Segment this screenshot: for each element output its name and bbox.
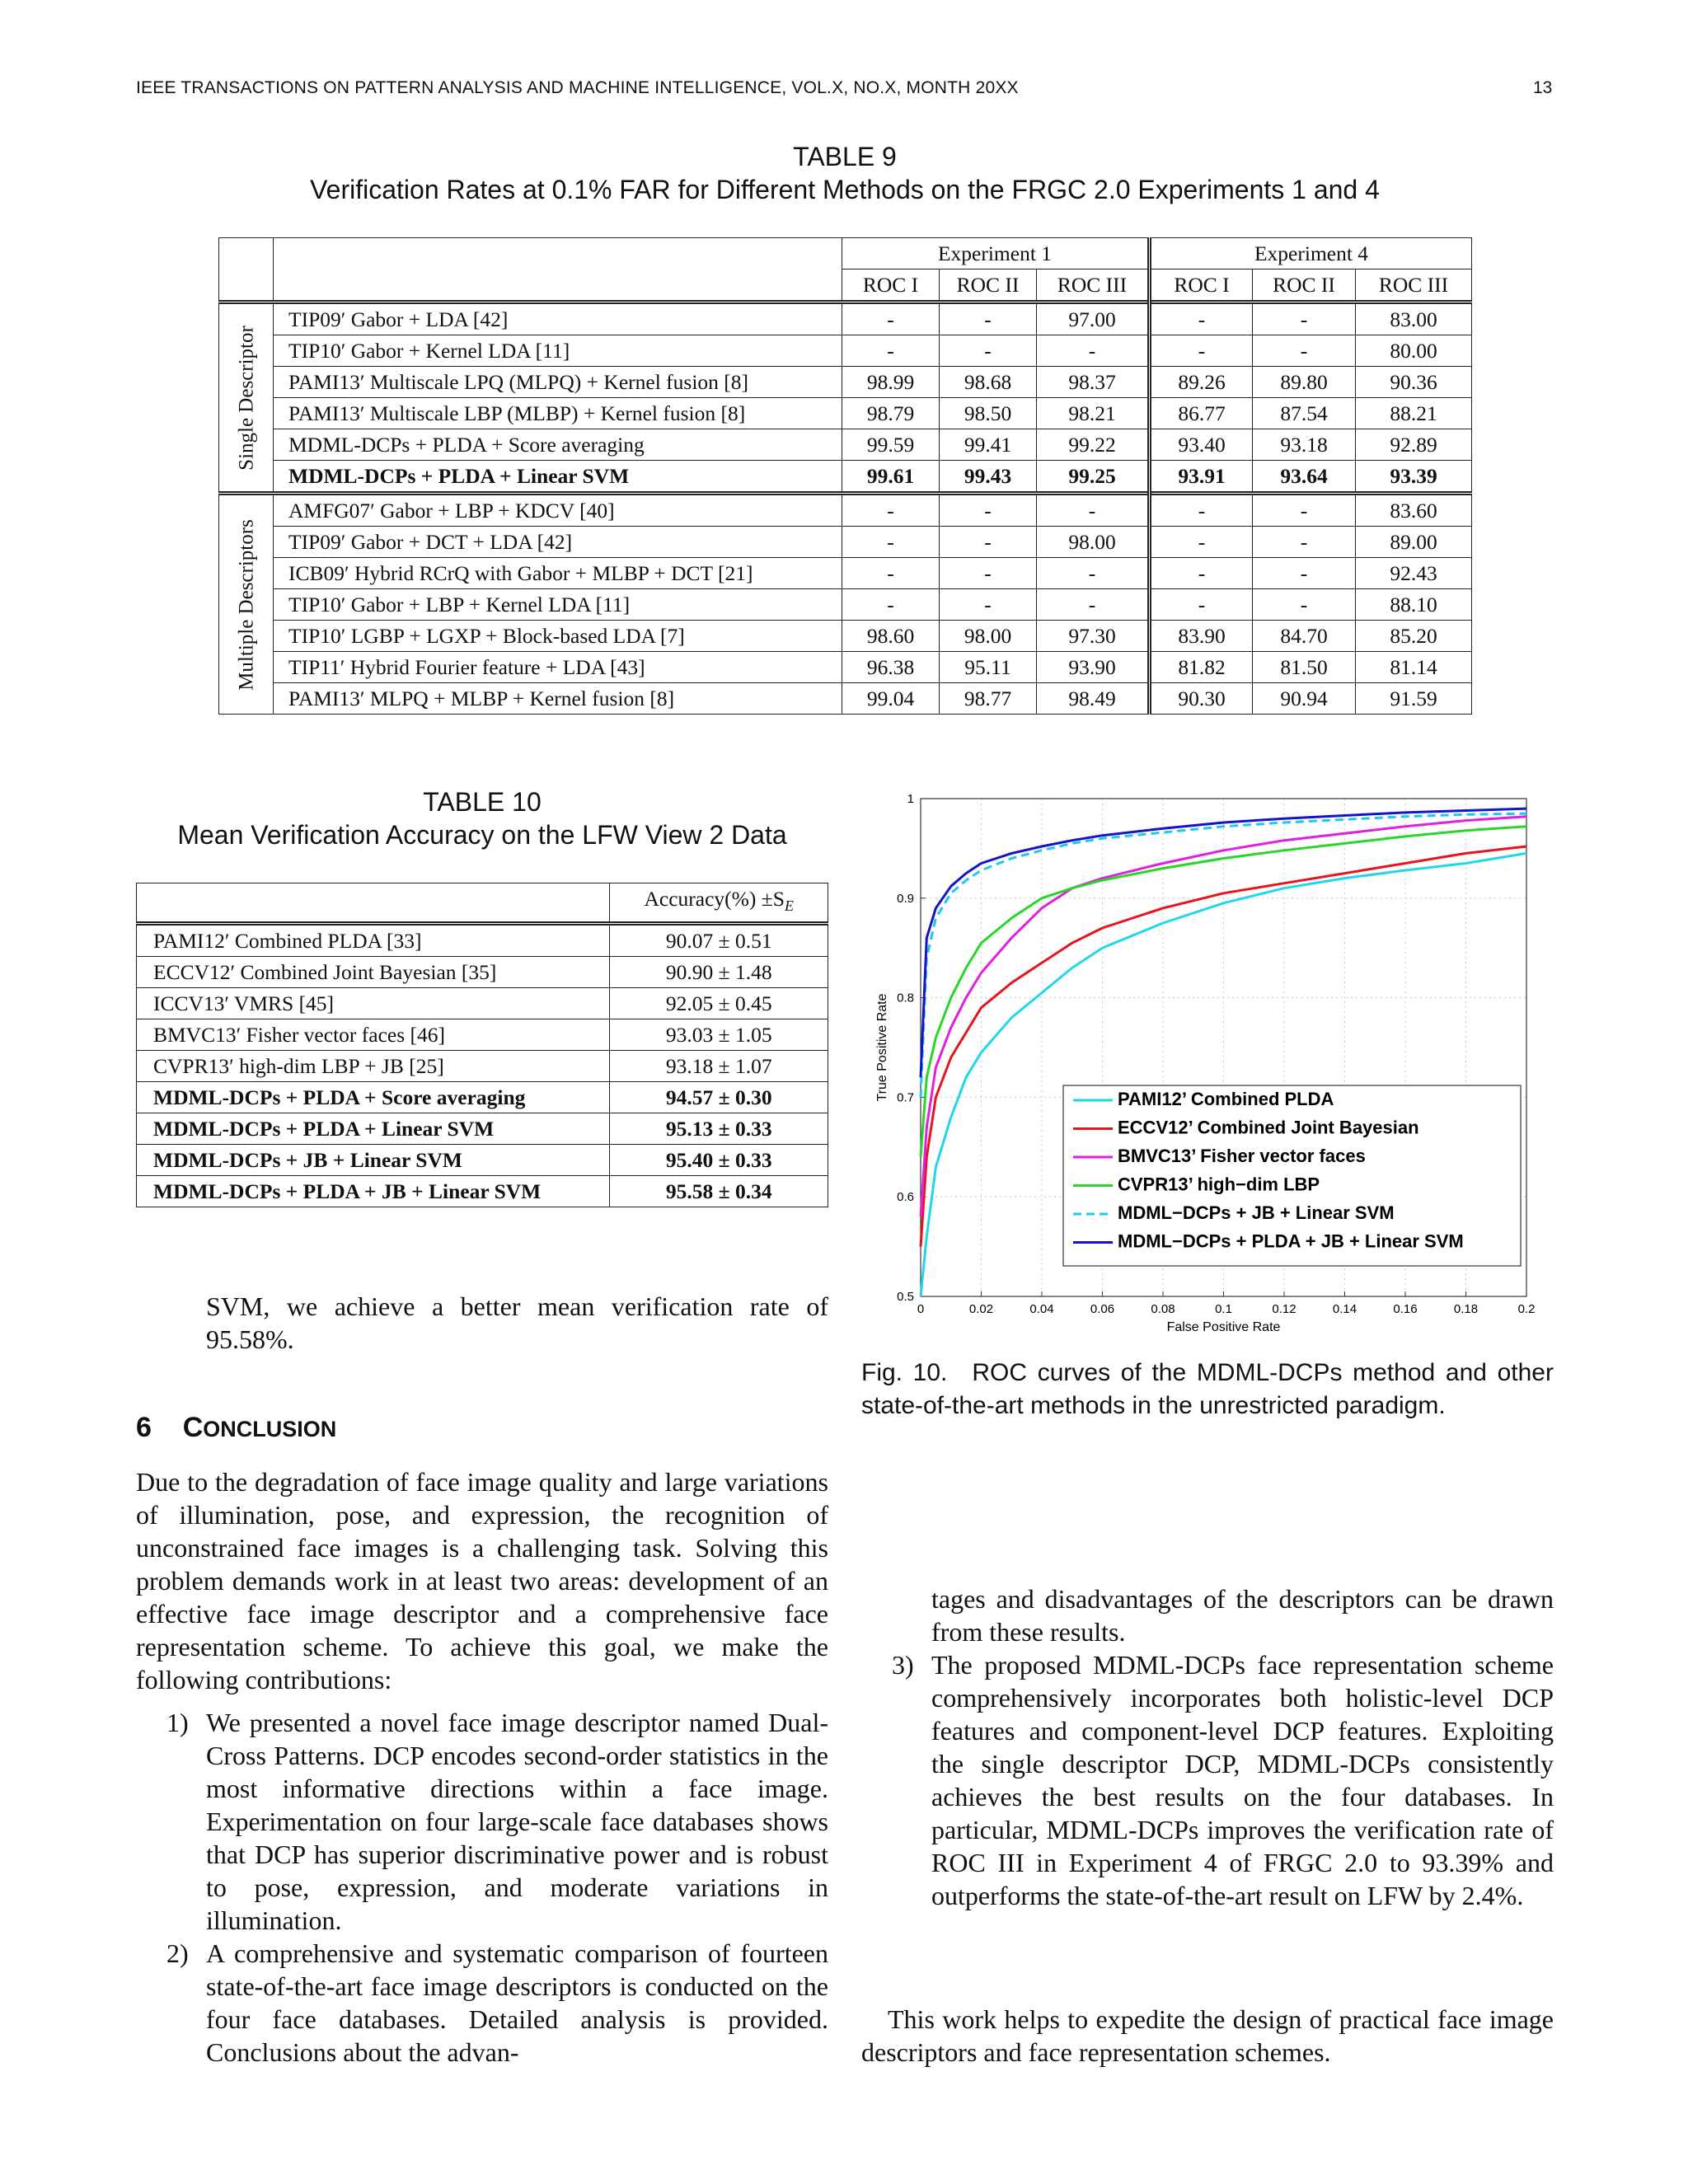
table9-header-row-1 xyxy=(219,238,1472,269)
table9-value-cell: - xyxy=(842,527,940,558)
table10-method-cell: PAMI12′ Combined PLDA [33] xyxy=(137,924,610,957)
chart-ytick-label: 0.6 xyxy=(897,1190,914,1205)
table9-method-cell: PAMI13′ Multiscale LBP (MLBP) + Kernel fusion [8] xyxy=(274,398,842,429)
table9-exp4-header: Experiment 4 xyxy=(1150,238,1472,269)
table9-value-cell: 93.91 xyxy=(1150,461,1253,494)
table10-accuracy-cell: 95.13 ± 0.33 xyxy=(610,1113,828,1145)
table9-row xyxy=(219,494,1472,527)
section-number: 6 xyxy=(136,1412,152,1443)
table9-value-cell: 98.21 xyxy=(1037,398,1150,429)
chart-xtick-label: 0.14 xyxy=(1332,1302,1357,1316)
table9-value-cell: 81.14 xyxy=(1356,652,1472,683)
chart-y-axis-label: True Positive Rate xyxy=(875,993,889,1102)
table9-value-cell: 99.61 xyxy=(842,461,940,494)
table9-value-cell: 97.00 xyxy=(1037,302,1150,335)
table9-value-cell: 81.82 xyxy=(1150,652,1253,683)
table10-accuracy-cell: 92.05 ± 0.45 xyxy=(610,988,828,1019)
table9-title: Verification Rates at 0.1% FAR for Different Methods on the FRGC 2.0 Experiments 1 and 4 xyxy=(310,175,1380,204)
chart-xtick-label: 0.04 xyxy=(1029,1302,1054,1316)
table9-value-cell: - xyxy=(1253,589,1356,621)
table9-value-cell: 80.00 xyxy=(1356,335,1472,367)
table9-value-cell: 99.04 xyxy=(842,683,940,715)
item-number: 1) xyxy=(166,1708,189,1737)
table10-method-cell: ICCV13′ VMRS [45] xyxy=(137,988,610,1019)
table9-value-cell: 98.60 xyxy=(842,621,940,652)
chart-xtick-label: 0 xyxy=(917,1302,925,1316)
chart-legend-entry: BMVC13’ Fisher vector faces xyxy=(1118,1146,1366,1166)
table10-accuracy-header xyxy=(610,883,828,924)
item-text: The proposed MDML-DCPs face representation scheme comprehensively incorporates both holistic-level DCP features and component-level DCP features. Exploiting the single descriptor DCP, MDML-DCPs consistently achieves the best results on the four databases. In particular, MDML-DCPs improves the verification rate of ROC III in Experiment 4 of FRGC 2.0 to 93.39% and outperforms the state-of-the-art result on LFW by 2.4%. xyxy=(931,1650,1554,1910)
section-title-initial: C xyxy=(182,1412,204,1443)
item2-continuation: tages and disadvantages of the descriptors can be drawn from these results. xyxy=(931,1584,1554,1647)
chart-xtick-label: 0.02 xyxy=(968,1302,994,1316)
table9-value-cell: 98.77 xyxy=(940,683,1037,715)
table9-value-cell: - xyxy=(940,494,1037,527)
table9-row xyxy=(219,558,1472,589)
chart-xtick-label: 0.06 xyxy=(1090,1302,1115,1316)
table9-method-cell: PAMI13′ MLPQ + MLBP + Kernel fusion [8] xyxy=(274,683,842,715)
table10-title: Mean Verification Accuracy on the LFW View 2 Data xyxy=(177,820,787,850)
table9-value-cell: - xyxy=(1150,494,1253,527)
table9-value-cell: - xyxy=(1037,494,1150,527)
chart-ytick-label: 0.5 xyxy=(897,1290,914,1304)
table9-corner-b xyxy=(274,238,842,302)
table9-value-cell: - xyxy=(940,558,1037,589)
contribution-item-1 xyxy=(166,1706,828,1937)
table9-value-cell: - xyxy=(1037,589,1150,621)
table9-method-cell: ICB09′ Hybrid RCrQ with Gabor + MLBP + DCT [21] xyxy=(274,558,842,589)
table9-row xyxy=(219,367,1472,398)
table10-method-cell: MDML-DCPs + JB + Linear SVM xyxy=(137,1145,610,1176)
table9-value-cell: - xyxy=(940,302,1037,335)
item-text: A comprehensive and systematic comparison of fourteen state-of-the-art face image descriptors is conducted on the four face databases. Detailed analysis is provided. Conclusions about the advan- xyxy=(206,1938,828,2067)
table9-value-cell: 98.68 xyxy=(940,367,1037,398)
table9-method-cell: TIP09′ Gabor + DCT + LDA [42] xyxy=(274,527,842,558)
chart-series-line xyxy=(921,813,1526,1097)
table10 xyxy=(136,883,828,1207)
figure-caption: Fig. 10. ROC curves of the MDML-DCPs method and other state-of-the-art methods in the unrestricted paradigm. xyxy=(861,1359,1554,1419)
table9-value-cell: 98.00 xyxy=(940,621,1037,652)
table9-value-cell: - xyxy=(1150,302,1253,335)
table9-value-cell: - xyxy=(940,589,1037,621)
contribution-item-3 xyxy=(892,1648,1554,1912)
table9 xyxy=(218,237,1472,715)
chart-legend-entry: MDML−DCPs + PLDA + JB + Linear SVM xyxy=(1118,1230,1464,1252)
table10-corner xyxy=(137,883,610,924)
table10-method-cell: MDML-DCPs + PLDA + Linear SVM xyxy=(137,1113,610,1145)
table9-value-cell: 95.11 xyxy=(940,652,1037,683)
table9-value-cell: 81.50 xyxy=(1253,652,1356,683)
table9-value-cell: 97.30 xyxy=(1037,621,1150,652)
table10-row xyxy=(137,1051,828,1082)
table9-row xyxy=(219,621,1472,652)
table9-value-cell: - xyxy=(842,558,940,589)
table9-value-cell: 93.39 xyxy=(1356,461,1472,494)
contribution-item-2 xyxy=(166,1937,828,2069)
table9-value-cell: - xyxy=(842,335,940,367)
table9-value-cell: 86.77 xyxy=(1150,398,1253,429)
table10-accuracy-cell: 90.07 ± 0.51 xyxy=(610,924,828,957)
table9-exp1-header: Experiment 1 xyxy=(842,238,1150,269)
table9-value-cell: 83.90 xyxy=(1150,621,1253,652)
chart-ytick-label: 0.9 xyxy=(897,891,914,906)
table9-row xyxy=(219,683,1472,715)
running-header: IEEE TRANSACTIONS ON PATTERN ANALYSIS AND MACHINE INTELLIGENCE, VOL.X, NO.X, MONTH 20XX xyxy=(136,78,1019,97)
table9-value-cell: 87.54 xyxy=(1253,398,1356,429)
table10-row xyxy=(137,1145,828,1176)
table9-value-cell: - xyxy=(1150,558,1253,589)
table10-accuracy-header-text: Accuracy(%) ±S xyxy=(644,887,785,911)
table9-value-cell: 89.26 xyxy=(1150,367,1253,398)
table9-value-cell: - xyxy=(1253,494,1356,527)
closing-paragraph: This work helps to expedite the design of practical face image descriptors and face representation schemes. xyxy=(861,2004,1554,2067)
table9-value-cell: 93.90 xyxy=(1037,652,1150,683)
table9-value-cell: 99.59 xyxy=(842,429,940,461)
table10-method-cell: CVPR13′ high-dim LBP + JB [25] xyxy=(137,1051,610,1082)
table9-corner-a xyxy=(219,238,274,302)
table9-method-cell: MDML-DCPs + PLDA + Score averaging xyxy=(274,429,842,461)
table9-method-cell: MDML-DCPs + PLDA + Linear SVM xyxy=(274,461,842,494)
table9-value-cell: - xyxy=(842,302,940,335)
table9-value-cell: 89.80 xyxy=(1253,367,1356,398)
item-number: 2) xyxy=(166,1938,189,1968)
chart-legend-entry: MDML−DCPs + JB + Linear SVM xyxy=(1118,1202,1395,1223)
table9-value-cell: - xyxy=(1037,558,1150,589)
svm-paragraph: SVM, we achieve a better mean verification rate of 95.58%. xyxy=(206,1291,828,1354)
table9-value-cell: 90.30 xyxy=(1150,683,1253,715)
chart-xtick-label: 0.2 xyxy=(1517,1302,1536,1316)
table9-value-cell: 90.94 xyxy=(1253,683,1356,715)
chart-legend-entry: CVPR13’ high−dim LBP xyxy=(1118,1174,1320,1195)
table9-value-cell: 99.43 xyxy=(940,461,1037,494)
table9-row xyxy=(219,398,1472,429)
table9-value-cell: 83.60 xyxy=(1356,494,1472,527)
table9-value-cell: 90.36 xyxy=(1356,367,1472,398)
table9-value-cell: - xyxy=(842,589,940,621)
table9-col-roc: ROC I xyxy=(1150,269,1253,302)
item-number: 3) xyxy=(892,1650,914,1680)
table9-value-cell: 85.20 xyxy=(1356,621,1472,652)
table10-accuracy-cell: 93.18 ± 1.07 xyxy=(610,1051,828,1082)
table9-value-cell: 89.00 xyxy=(1356,527,1472,558)
table9-value-cell: 84.70 xyxy=(1253,621,1356,652)
table9-value-cell: 93.40 xyxy=(1150,429,1253,461)
table9-value-cell: - xyxy=(1253,335,1356,367)
table10-row xyxy=(137,1019,828,1051)
table9-method-cell: TIP10′ LGBP + LGXP + Block-based LDA [7] xyxy=(274,621,842,652)
table9-col-roc: ROC III xyxy=(1037,269,1150,302)
table10-header-row xyxy=(137,883,828,924)
table10-accuracy-cell: 94.57 ± 0.30 xyxy=(610,1082,828,1113)
chart-ytick-label: 1 xyxy=(907,792,914,806)
chart-xtick-label: 0.1 xyxy=(1215,1302,1232,1316)
chart-xtick-label: 0.08 xyxy=(1151,1302,1175,1316)
table9-value-cell: 91.59 xyxy=(1356,683,1472,715)
table9-value-cell: 98.50 xyxy=(940,398,1037,429)
table9-row xyxy=(219,589,1472,621)
table9-group-label-cell xyxy=(219,302,274,494)
table9-method-cell: TIP11′ Hybrid Fourier feature + LDA [43] xyxy=(274,652,842,683)
table9-method-cell: AMFG07′ Gabor + LBP + KDCV [40] xyxy=(274,494,842,527)
table10-method-cell: BMVC13′ Fisher vector faces [46] xyxy=(137,1019,610,1051)
table9-col-roc: ROC III xyxy=(1356,269,1472,302)
table10-label: TABLE 10 xyxy=(423,787,542,817)
table9-value-cell: 98.00 xyxy=(1037,527,1150,558)
chart-legend-entry: PAMI12’ Combined PLDA xyxy=(1118,1089,1334,1109)
table9-value-cell: 92.43 xyxy=(1356,558,1472,589)
table9-value-cell: 88.10 xyxy=(1356,589,1472,621)
table9-value-cell: - xyxy=(1150,527,1253,558)
chart-ytick-label: 0.7 xyxy=(897,1090,914,1105)
table9-value-cell: 98.49 xyxy=(1037,683,1150,715)
table9-value-cell: 98.37 xyxy=(1037,367,1150,398)
table9-row xyxy=(219,461,1472,494)
table9-value-cell: 93.18 xyxy=(1253,429,1356,461)
page-number: 13 xyxy=(1533,78,1553,97)
table9-value-cell: 98.79 xyxy=(842,398,940,429)
table9-value-cell: - xyxy=(842,494,940,527)
table9-row xyxy=(219,429,1472,461)
table10-method-cell: MDML-DCPs + PLDA + Score averaging xyxy=(137,1082,610,1113)
table10-row xyxy=(137,924,828,957)
table9-row xyxy=(219,302,1472,335)
table9-value-cell: - xyxy=(1150,589,1253,621)
chart-x-axis-label: False Positive Rate xyxy=(1166,1320,1281,1334)
table10-accuracy-header-sub: E xyxy=(784,898,794,915)
table9-value-cell: 92.89 xyxy=(1356,429,1472,461)
table9-col-roc: ROC I xyxy=(842,269,940,302)
table10-accuracy-cell: 93.03 ± 1.05 xyxy=(610,1019,828,1051)
table9-value-cell: - xyxy=(1253,527,1356,558)
table9-value-cell: 96.38 xyxy=(842,652,940,683)
chart-legend xyxy=(1063,1085,1521,1266)
roc-chart xyxy=(861,779,1554,1339)
table9-method-cell: TIP09′ Gabor + LDA [42] xyxy=(274,302,842,335)
table9-value-cell: 83.00 xyxy=(1356,302,1472,335)
table9-value-cell: - xyxy=(1037,335,1150,367)
table10-row xyxy=(137,1082,828,1113)
table9-value-cell: 98.99 xyxy=(842,367,940,398)
table9-row xyxy=(219,335,1472,367)
table9-row xyxy=(219,527,1472,558)
table9-value-cell: - xyxy=(1253,558,1356,589)
table9-caption xyxy=(136,140,1554,206)
section-heading xyxy=(136,1412,336,1444)
section-title-rest: ONCLUSION xyxy=(203,1417,337,1441)
table9-col-roc: ROC II xyxy=(1253,269,1356,302)
table9-group-label: Multiple Descriptors xyxy=(235,518,257,691)
table9-value-cell: 99.22 xyxy=(1037,429,1150,461)
table9-value-cell: - xyxy=(1150,335,1253,367)
table9-col-roc: ROC II xyxy=(940,269,1037,302)
table10-method-cell: ECCV12′ Combined Joint Bayesian [35] xyxy=(137,957,610,988)
table9-row xyxy=(219,652,1472,683)
table9-group-label-cell xyxy=(219,494,274,715)
table10-accuracy-cell: 95.58 ± 0.34 xyxy=(610,1176,828,1207)
table9-value-cell: - xyxy=(1253,302,1356,335)
chart-xtick-label: 0.12 xyxy=(1272,1302,1296,1316)
table9-value-cell: - xyxy=(940,527,1037,558)
table10-row xyxy=(137,988,828,1019)
table10-row xyxy=(137,957,828,988)
table10-row xyxy=(137,1176,828,1207)
chart-xtick-label: 0.16 xyxy=(1393,1302,1418,1316)
table10-accuracy-cell: 95.40 ± 0.33 xyxy=(610,1145,828,1176)
table9-value-cell: 99.41 xyxy=(940,429,1037,461)
conclusion-paragraph: Due to the degradation of face image quality and large variations of illumination, pose, and expression, the recognition of unconstrained face images is a challenging task. Solving this problem demands work in at least two areas: development of an effective face image descriptor and a comprehensive face representation scheme. To achieve this goal, we make the following contributions: xyxy=(136,1467,828,1694)
table9-method-cell: TIP10′ Gabor + Kernel LDA [11] xyxy=(274,335,842,367)
table10-method-cell: MDML-DCPs + PLDA + JB + Linear SVM xyxy=(137,1176,610,1207)
table9-value-cell: 99.25 xyxy=(1037,461,1150,494)
chart-legend-entry: ECCV12’ Combined Joint Bayesian xyxy=(1118,1117,1419,1138)
item-text: We presented a novel face image descriptor named Dual-Cross Patterns. DCP encodes second-order statistics in the most informative directions within a face image. Experimentation on four large-scale face databases shows that DCP has superior discriminative power and is robust to pose, expression, and moderate variations in illumination. xyxy=(206,1708,828,1935)
chart-xtick-label: 0.18 xyxy=(1453,1302,1479,1316)
table9-value-cell: 88.21 xyxy=(1356,398,1472,429)
table9-value-cell: 93.64 xyxy=(1253,461,1356,494)
chart-ytick-label: 0.8 xyxy=(897,991,914,1005)
table10-accuracy-cell: 90.90 ± 1.48 xyxy=(610,957,828,988)
table9-method-cell: PAMI13′ Multiscale LPQ (MLPQ) + Kernel fusion [8] xyxy=(274,367,842,398)
table9-method-cell: TIP10′ Gabor + LBP + Kernel LDA [11] xyxy=(274,589,842,621)
table9-value-cell: - xyxy=(940,335,1037,367)
table10-row xyxy=(137,1113,828,1145)
table9-label: TABLE 9 xyxy=(793,142,897,171)
table10-caption xyxy=(136,785,828,851)
table9-group-label: Single Descriptor xyxy=(235,325,257,471)
